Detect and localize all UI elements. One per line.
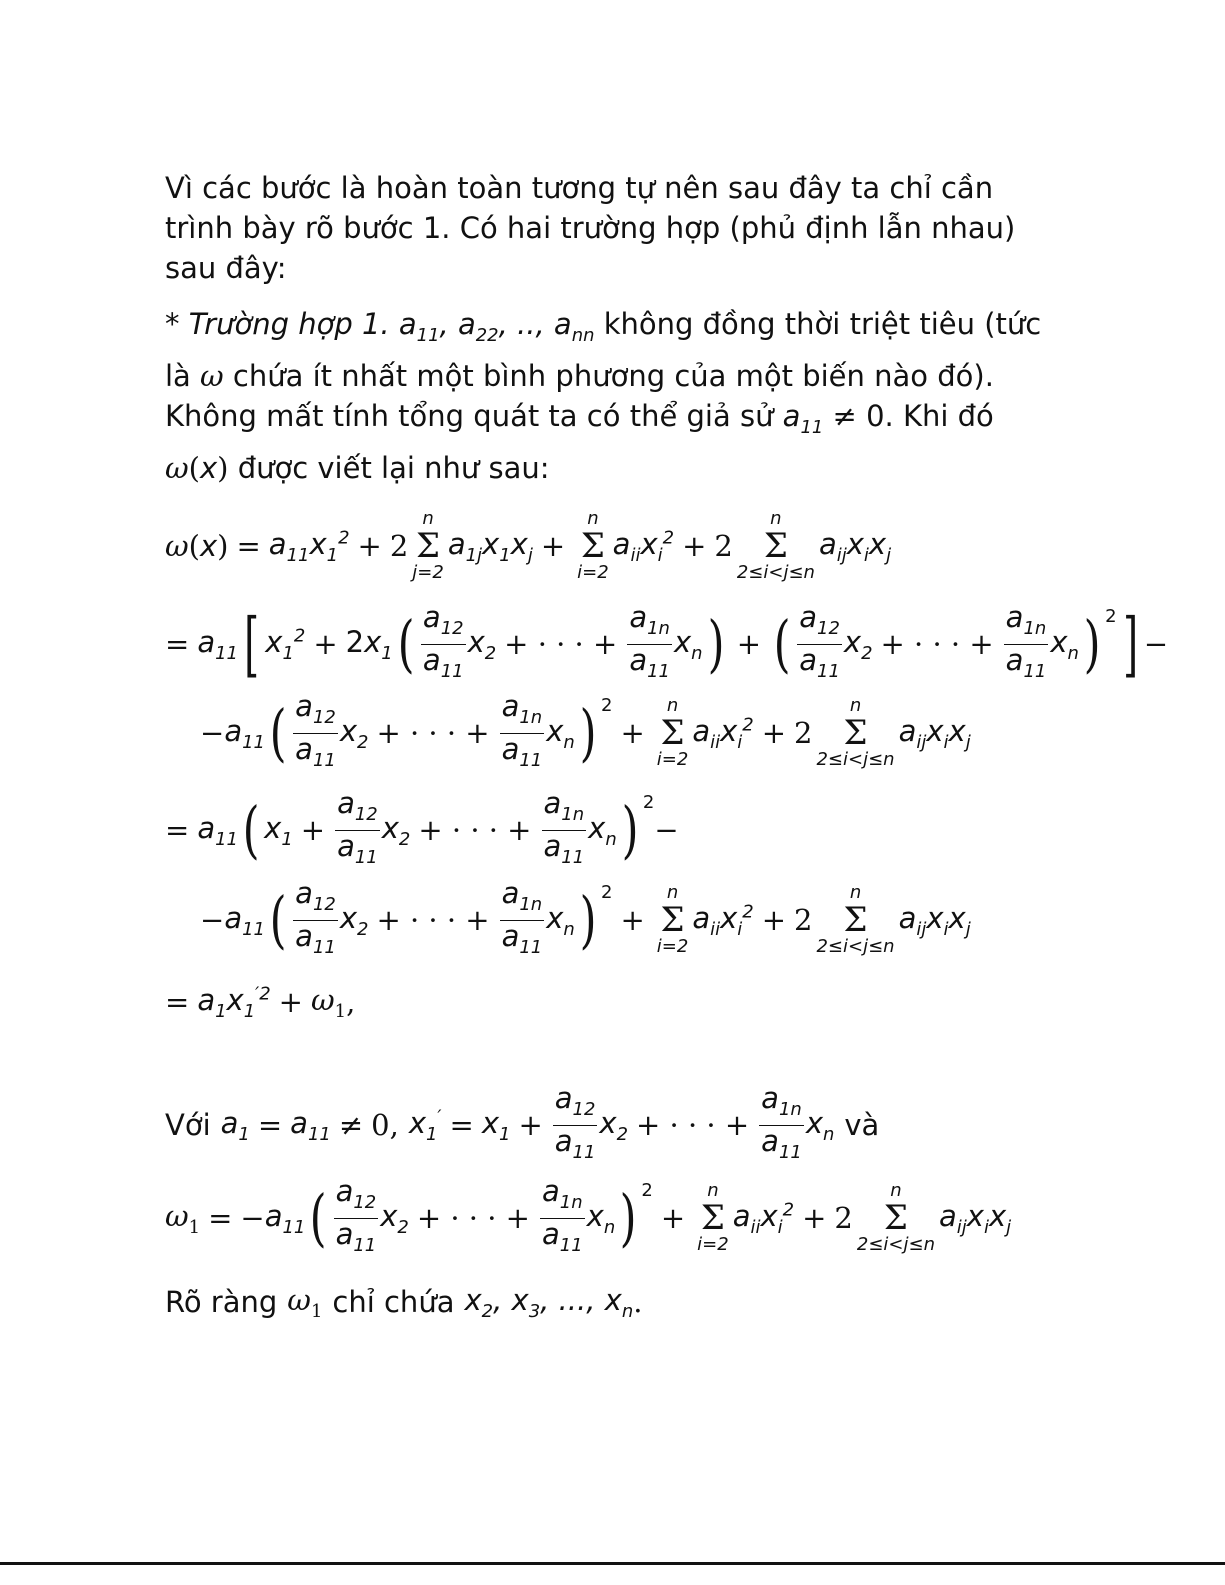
and-word: và	[844, 1108, 880, 1142]
sum-j: n Σ j=2	[412, 508, 444, 583]
with-word: Với	[165, 1108, 211, 1142]
case-text-c: . Khi đó	[884, 398, 994, 433]
equation-line-4: = $a_{11}$ ( $x_1$ + $\frac{a_{12}}{a_{11}}$ $x_2$ + · · · + $\frac{a_{1n}}{a_{11}}$ $x_n$ ) 2 −	[165, 785, 679, 868]
omega-1-equation: $\omega_1$ = − $a_{11}$ ( $\frac{a_{12}}{a_{11}}$ $x_2$ + · · · + $\frac{a_{1n}}{a_{11}}$ $x_n$ ) 2 + n Σ i=2 $a_{ii}x_i^2$ + 2 n Σ 2≤i<j≤n $a_{ij}x_ix_j$	[165, 1173, 1012, 1256]
equation-line-1: ω ( x ) = $a_{11}x_1^2$ + 2 n Σ j=2 $a_{1j}x_1x_j$ + n Σ i=2 $a_{ii}x_i^2$ + 2 n Σ 2≤i<j≤n $a_{ij}x_ix_j$	[165, 508, 892, 583]
document-body	[165, 168, 1065, 504]
sum-i: n Σ i=2	[577, 508, 609, 583]
conclusion-line: Rõ ràng $\omega_1$ chỉ chứa $x_2$, $x_3$, ..., $x_n$ .	[165, 1282, 643, 1322]
case-text-d: được viết lại như sau:	[237, 450, 550, 485]
conclusion-a: Rõ ràng	[165, 1285, 278, 1319]
sum-ij: n Σ 2≤i<j≤n	[736, 508, 815, 583]
case-text-a: không đồng thời triệt tiêu (tức là	[165, 307, 1042, 393]
intro-paragraph: Vì các bước là hoàn toàn tương tự nên sau đây ta chỉ cần trình bày rõ bước 1. Có hai trường hợp (phủ định lẫn nhau) sau đây:	[165, 171, 1016, 285]
definition-line: Với $a_1$ = $a_{11}$ ≠ 0, $x_1'$ = $x_1$ + $\frac{a_{12}}{a_{11}}$ $x_2$ + · · · + $\frac{a_{1n}}{a_{11}}$ $x_n$ và	[165, 1080, 880, 1163]
conclusion-b: chỉ chứa	[332, 1285, 455, 1319]
diagonal-coefficients: $a_{11}$, $a_{22}$, .., $a_{nn}$	[398, 307, 595, 346]
case-label: * Trường hợp 1.	[165, 307, 390, 341]
case-1-paragraph: * Trường hợp 1. $a_{11}$, $a_{22}$, .., $a_{nn}$ không đồng thời triệt tiêu (tức là ω chứa ít nhất một bình phương của một biến nào đó). Không mất tính tổng quát ta có thể giả sử $a_{11} \ne 0$. Khi đó ω(x) được viết lại như sau:	[165, 307, 1042, 485]
page-bottom-rule	[0, 1562, 1225, 1565]
equation-line-2: = $a_{11}$ [ $x_1^2$ + $2x_1$ ( $\frac{a_{12}}{a_{11}}$ $x_2$ + · · · + $\frac{a_{1n}}{a_{11}}$ $x_n$ ) + ( $\frac{a_{12}}{a_{11}}$ $x_2$ + · · · + $\frac{a_{1n}}{a_{11}}$ $x_n$ ) 2 ] −	[165, 599, 1169, 685]
case-text-b: chứa ít nhất một bình phương của một biến nào đó). Không mất tính tổng quát ta có thể giả sử	[165, 358, 994, 433]
equation-line-3: − $a_{11}$ ( $\frac{a_{12}}{a_{11}}$ $x_2$ + · · · + $\frac{a_{1n}}{a_{11}}$ $x_n$ ) 2 + n Σ i=2 $a_{ii}x_i^2$ + 2 n Σ 2≤i<j≤n $a_{ij}x_ix_j$	[200, 688, 971, 771]
assumption: $a_{11} \ne 0$	[782, 398, 885, 438]
equation-line-6: = $a_1x_1^{'2}$ + $\omega_1$ ,	[165, 982, 356, 1022]
equation-line-5: − $a_{11}$ ( $\frac{a_{12}}{a_{11}}$ $x_2$ + · · · + $\frac{a_{1n}}{a_{11}}$ $x_n$ ) 2 + n Σ i=2 $a_{ii}x_i^2$ + 2 n Σ 2≤i<j≤n $a_{ij}x_ix_j$	[200, 875, 971, 958]
